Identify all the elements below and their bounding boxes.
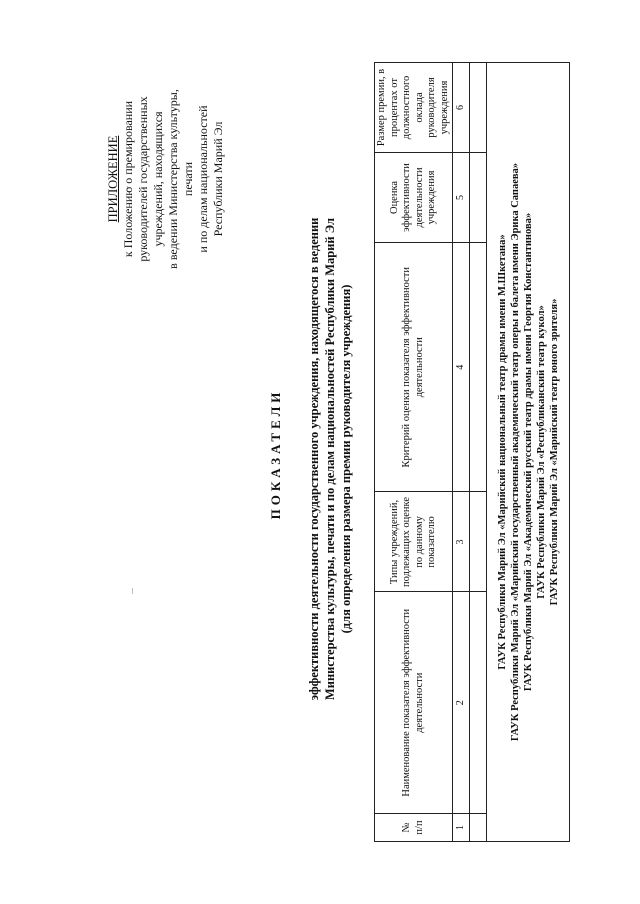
column-number: 3 [453, 492, 470, 592]
header-cell-bonus-size: Размер премии, в процентах от должностного оклада руководителя учреждения [375, 63, 453, 153]
institution-name: ГАУК Республики Марий Эл «Марийский национальный театр драмы имени М.Шкетана» [496, 234, 508, 670]
header-cell-indicator-name: Наименование показателя эффективности деятельности [375, 592, 453, 814]
column-number: 4 [453, 242, 470, 492]
indicators-table [374, 62, 570, 842]
institutions-row [487, 63, 570, 842]
table-number-row [453, 63, 470, 842]
subheading-line: эффективности деятельности государственного учреждения, находящегося в ведении [307, 217, 321, 701]
document-subheading [306, 129, 354, 789]
header-cell-institution-types: Типы учреждений, подлежащих оценке по данному показателю [375, 492, 453, 592]
document-heading: ПОКАЗАТЕЛИ [268, 388, 283, 520]
institution-name: ГАУК Республики Марий Эл «Марийский театр юного зрителя» [548, 298, 560, 606]
institution-name: ГАУК Республики Марий Эл «Республиканский театр кукол» [535, 305, 547, 599]
column-number: 6 [453, 63, 470, 153]
appendix-line: в ведении Министерства культуры, печати [166, 89, 195, 269]
table-cell [470, 152, 487, 242]
table-cell [470, 814, 487, 842]
appendix-line: Республики Марий Эл [211, 121, 225, 237]
subheading-line: Министерства культуры, печати и по делам национальностей Республики Марий Эл [323, 217, 337, 701]
institution-name: ГАУК Республики Марий Эл «Марийский государственный академический театр оперы и балета имени Эрика Сапаева» [509, 162, 521, 742]
table-cell [470, 242, 487, 492]
column-number: 2 [453, 592, 470, 814]
table-cell [470, 63, 487, 153]
appendix-line: учреждений, находящихся [151, 111, 165, 247]
institution-name: ГАУК Республики Марий Эл «Академический русский театр драмы имени Георгия Константинова» [522, 212, 534, 692]
appendix-line: руководителей государственных [136, 96, 150, 262]
header-cell-criterion: Критерий оценки показателя эффективности деятельности [375, 242, 453, 492]
header-cell-assessment: Оценка эффективности деятельности учреждения [375, 152, 453, 242]
column-number: 1 [453, 814, 470, 842]
column-number: 5 [453, 152, 470, 242]
institutions-cell [487, 63, 570, 842]
table-cell [470, 592, 487, 814]
table-cell [470, 492, 487, 592]
appendix-line: и по делам национальностей [196, 105, 210, 253]
table-row [470, 63, 487, 842]
appendix-line: к Положению о премировании [121, 100, 135, 258]
appendix-title: ПРИЛОЖЕНИЕ [106, 135, 120, 223]
appendix-block [106, 84, 226, 274]
header-cell-number: № п/п [375, 814, 453, 842]
subheading-line: (для определения размера премии руководителя учреждения) [339, 284, 353, 634]
table-header-row [375, 63, 453, 842]
